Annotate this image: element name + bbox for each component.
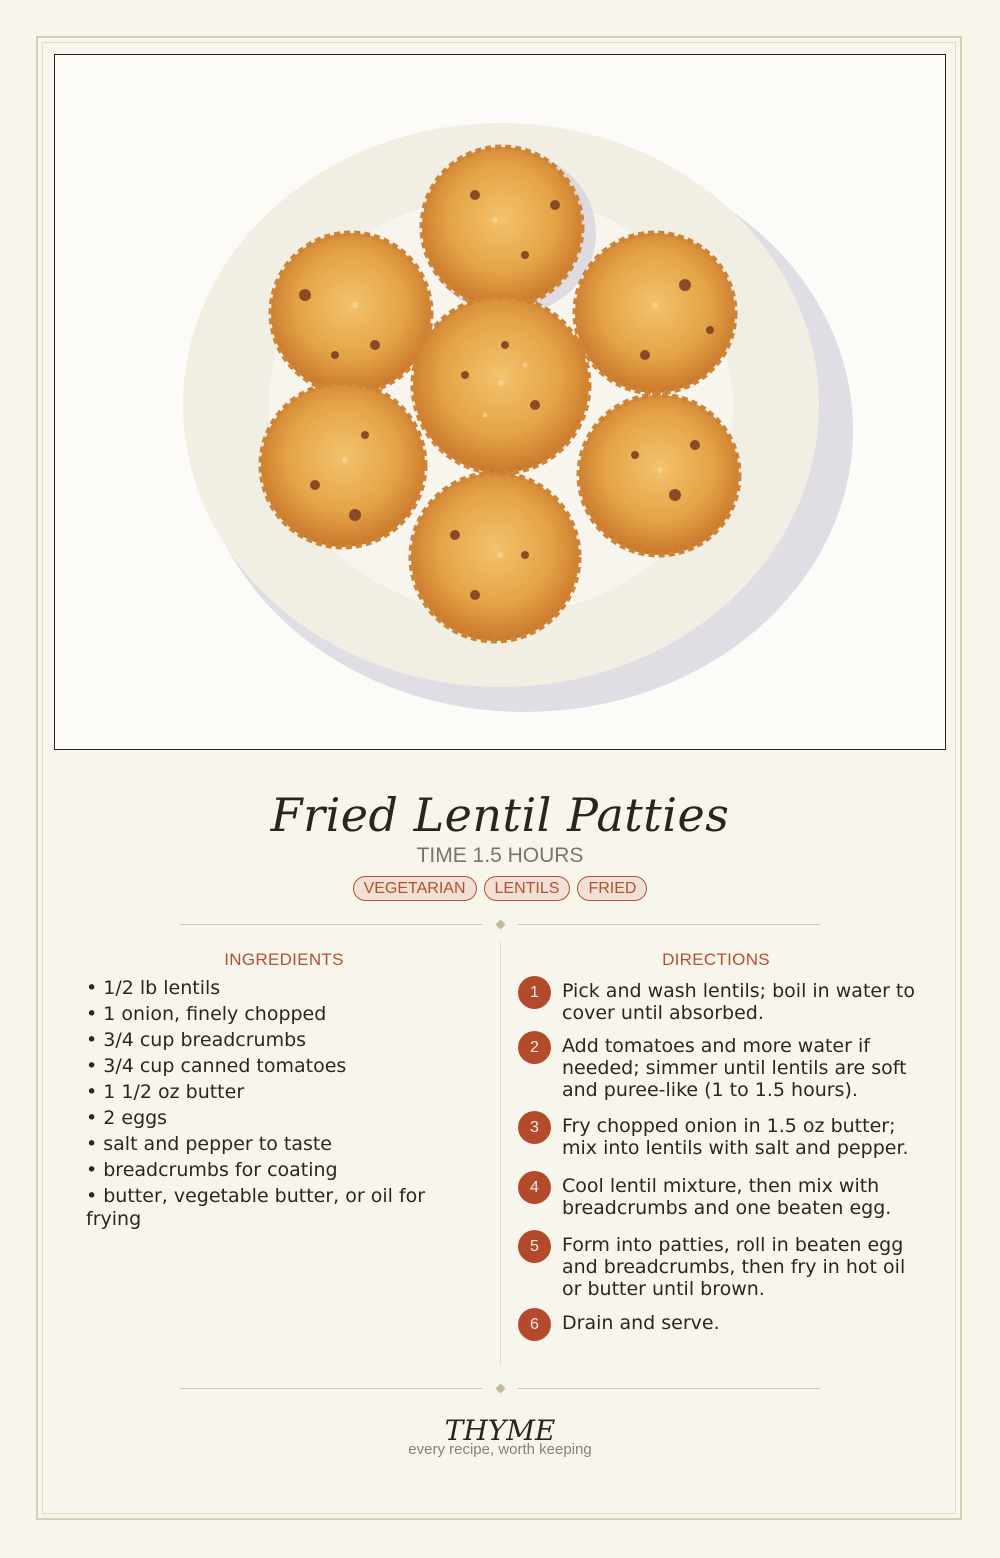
list-item: • 3/4 cup breadcrumbs — [86, 1029, 307, 1051]
column-divider — [500, 942, 501, 1364]
step-text: Fry chopped onion in 1.5 oz butter; mix into lentils with salt and pepper. — [562, 1115, 909, 1159]
divider-line — [518, 924, 820, 925]
list-item: • 1/2 lb lentils — [86, 977, 221, 999]
list-item: • 1 1/2 oz butter — [86, 1081, 245, 1103]
step-text: Cool lentil mixture, then mix with breadcrumbs and one beaten egg. — [562, 1175, 892, 1219]
list-item: • 1 onion, finely chopped — [86, 1003, 327, 1025]
directions-heading: DIRECTIONS — [662, 950, 770, 969]
recipe-time: TIME 1.5 HOURS — [416, 844, 584, 867]
tag-list — [0, 876, 1000, 901]
divider-line — [180, 924, 482, 925]
list-item: • butter, vegetable butter, or oil for frying — [86, 1185, 426, 1230]
tag-fried[interactable]: FRIED — [577, 876, 647, 901]
step-text: Pick and wash lentils; boil in water to cover until absorbed. — [562, 980, 916, 1024]
step-text: Add tomatoes and more water if needed; simmer until lentils are soft and puree-like (1 to 1.5 hours). — [562, 1035, 907, 1101]
list-item: • 2 eggs — [86, 1107, 168, 1129]
step-number-badge: 4 — [518, 1171, 551, 1204]
recipe-photo — [54, 54, 946, 750]
brand-logo[interactable]: THYME — [444, 1414, 556, 1447]
step-text: Form into patties, roll in beaten egg and breadcrumbs, then fry in hot oil or butter until brown. — [562, 1234, 906, 1300]
list-item: • salt and pepper to taste — [86, 1133, 332, 1155]
recipe-title: Fried Lentil Patties — [270, 788, 730, 842]
step-number-badge: 3 — [518, 1111, 551, 1144]
ingredients-list — [86, 977, 466, 1234]
plate-illustration — [55, 55, 945, 749]
step-number-badge: 5 — [518, 1230, 551, 1263]
step-number-badge: 1 — [518, 976, 551, 1009]
ingredients-heading: INGREDIENTS — [224, 950, 344, 969]
step-number-badge: 2 — [518, 1031, 551, 1064]
list-item: • breadcrumbs for coating — [86, 1159, 338, 1181]
step-text: Drain and serve. — [562, 1312, 720, 1334]
divider-line — [518, 1388, 820, 1389]
brand-tagline: every recipe, worth keeping — [408, 1441, 592, 1458]
tag-vegetarian[interactable]: VEGETARIAN — [353, 876, 477, 901]
tag-lentils[interactable]: LENTILS — [484, 876, 571, 901]
list-item: • 3/4 cup canned tomatoes — [86, 1055, 347, 1077]
divider-line — [180, 1388, 482, 1389]
step-number-badge: 6 — [518, 1308, 551, 1341]
